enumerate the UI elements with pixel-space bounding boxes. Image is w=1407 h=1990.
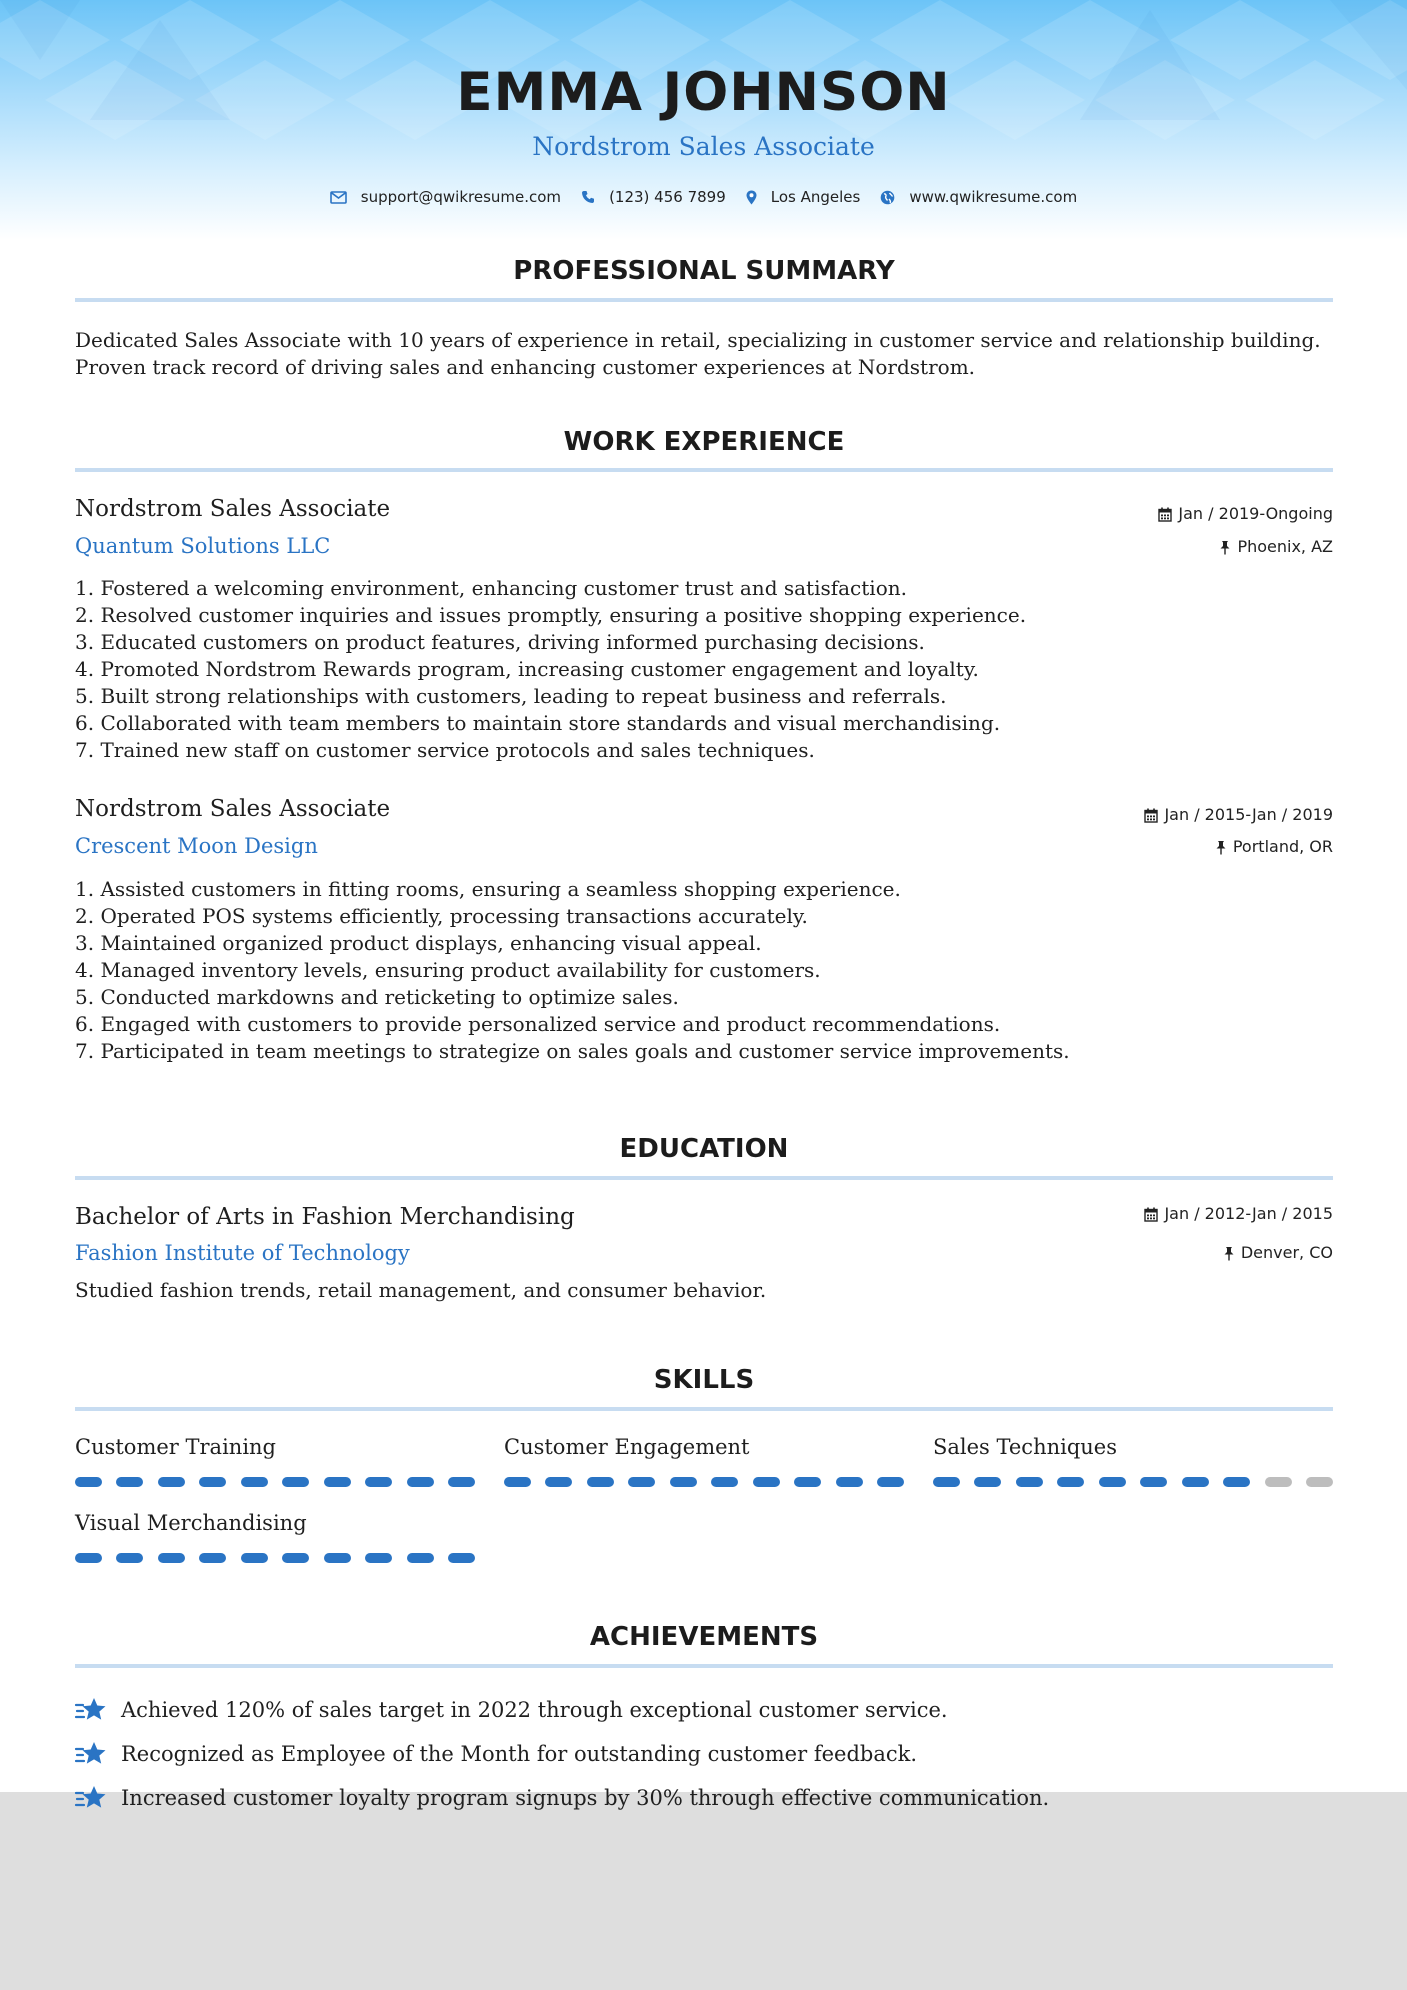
skill-dash-filled	[1057, 1477, 1084, 1487]
contact-phone-text: (123) 456 7899	[609, 188, 726, 206]
skill-rating-bar	[75, 1553, 475, 1563]
job-1-responsibilities	[75, 575, 1026, 764]
skill-sales-techniques	[933, 1437, 1333, 1458]
skill-dash-filled	[587, 1477, 614, 1487]
pushpin-icon	[1219, 540, 1231, 555]
skill-dash-filled	[1140, 1477, 1167, 1487]
skill-dash-filled	[407, 1477, 434, 1487]
summary-heading: PROFESSIONAL SUMMARY	[513, 256, 895, 286]
skill-dash-filled	[1223, 1477, 1250, 1487]
list-item: 3. Maintained organized product displays, enhancing visual appeal.	[75, 931, 762, 955]
job-1-dates-text: Jan / 2019-Ongoing	[1178, 504, 1333, 523]
star-icon	[75, 1697, 107, 1723]
list-item: 2. Operated POS systems efficiently, processing transactions accurately.	[75, 904, 808, 928]
skill-customer-engagement	[504, 1437, 904, 1458]
job-1-dates	[1158, 506, 1333, 522]
contact-website[interactable]	[880, 188, 1077, 206]
list-item: 1. Fostered a welcoming environment, enhancing customer trust and satisfaction.	[75, 576, 907, 600]
education-location	[1223, 1245, 1333, 1261]
globe-icon	[880, 190, 895, 205]
skill-dash-filled	[365, 1553, 392, 1563]
phone-icon	[581, 190, 595, 204]
contact-website-text: www.qwikresume.com	[909, 188, 1078, 206]
skill-dash-filled	[282, 1553, 309, 1563]
list-item: 7. Trained new staff on customer service protocols and sales techniques.	[75, 738, 815, 762]
job-2-dates	[1144, 807, 1333, 823]
job-2-dates-text: Jan / 2015-Jan / 2019	[1164, 805, 1333, 824]
skill-dash-filled	[324, 1477, 351, 1487]
list-item: 1. Assisted customers in fitting rooms, ensuring a seamless shopping experience.	[75, 877, 901, 901]
map-marker-icon	[746, 190, 757, 205]
skill-dash-filled	[628, 1477, 655, 1487]
list-item: 4. Managed inventory levels, ensuring product availability for customers.	[75, 958, 821, 982]
job-2-location-text: Portland, OR	[1232, 837, 1333, 856]
job-2-responsibilities	[75, 876, 1070, 1065]
skill-name: Sales Techniques	[933, 1435, 1118, 1459]
achievement-text: Increased customer loyalty program signups by 30% through effective communication.	[121, 1785, 1050, 1810]
calendar-icon	[1144, 1207, 1158, 1222]
candidate-name: EMMA JOHNSON	[456, 62, 951, 123]
contact-bar	[0, 188, 1407, 206]
skill-dash-filled	[116, 1477, 143, 1487]
skill-dash-filled	[241, 1477, 268, 1487]
candidate-title: Nordstrom Sales Associate	[532, 132, 875, 161]
pushpin-icon	[1215, 840, 1227, 855]
pushpin-icon	[1223, 1246, 1235, 1261]
calendar-icon	[1158, 507, 1172, 522]
education-heading: EDUCATION	[619, 1134, 789, 1164]
skill-customer-training	[75, 1437, 475, 1458]
skill-dash-filled	[448, 1553, 475, 1563]
skill-dash-filled	[199, 1553, 226, 1563]
job-1-location	[1219, 539, 1333, 555]
list-item: 7. Participated in team meetings to strategize on sales goals and customer service improvements.	[75, 1039, 1070, 1063]
contact-location	[746, 188, 861, 206]
experience-heading: WORK EXPERIENCE	[563, 427, 845, 457]
skill-dash-filled	[448, 1477, 475, 1487]
skill-dash-filled	[974, 1477, 1001, 1487]
list-item: 5. Conducted markdowns and reticketing to optimize sales.	[75, 985, 679, 1009]
list-item: 3. Educated customers on product features, driving informed purchasing decisions.	[75, 630, 925, 654]
skill-dash-filled	[504, 1477, 531, 1487]
experience-divider	[75, 468, 1333, 472]
skill-name: Customer Training	[75, 1435, 276, 1459]
summary-text: Dedicated Sales Associate with 10 years of experience in retail, specializing in customer service and relationship building. Proven track record of driving sales and enhancing customer experiences at Nordstrom.	[75, 328, 1321, 379]
achievement-text: Recognized as Employee of the Month for outstanding customer feedback.	[121, 1741, 918, 1766]
contact-location-text: Los Angeles	[770, 188, 861, 206]
contact-email[interactable]	[330, 188, 561, 206]
skill-dash-filled	[1099, 1477, 1126, 1487]
envelope-icon	[330, 191, 347, 204]
list-item: 5. Built strong relationships with customers, leading to repeat business and referrals.	[75, 684, 947, 708]
achievements-divider	[75, 1664, 1333, 1668]
education-dates	[1144, 1206, 1333, 1222]
skill-dash-filled	[836, 1477, 863, 1487]
skill-dash-filled	[545, 1477, 572, 1487]
achievement-text: Achieved 120% of sales target in 2022 through exceptional customer service.	[121, 1697, 948, 1722]
skill-rating-bar	[75, 1477, 475, 1487]
skill-rating-bar	[933, 1477, 1333, 1487]
education-school: Fashion Institute of Technology	[75, 1241, 410, 1265]
achievement-item	[75, 1785, 1049, 1811]
skill-dash-filled	[116, 1553, 143, 1563]
skill-dash-filled	[282, 1477, 309, 1487]
education-divider	[75, 1176, 1333, 1180]
list-item: 6. Collaborated with team members to maintain store standards and visual merchandising.	[75, 711, 1001, 735]
skill-rating-bar	[504, 1477, 904, 1487]
skill-dash-filled	[711, 1477, 738, 1487]
skill-dash-filled	[933, 1477, 960, 1487]
job-1-location-text: Phoenix, AZ	[1237, 537, 1333, 556]
job-2-location	[1215, 839, 1333, 855]
list-item: 4. Promoted Nordstrom Rewards program, increasing customer engagement and loyalty.	[75, 657, 979, 681]
list-item: 2. Resolved customer inquiries and issues promptly, ensuring a positive shopping experience.	[75, 603, 1027, 627]
skills-heading: SKILLS	[653, 1365, 755, 1395]
achievement-item	[75, 1741, 917, 1767]
skill-dash-filled	[877, 1477, 904, 1487]
list-item: 6. Engaged with customers to provide personalized service and product recommendations.	[75, 1012, 1001, 1036]
skill-dash-filled	[158, 1477, 185, 1487]
star-icon	[75, 1785, 107, 1811]
education-location-text: Denver, CO	[1240, 1243, 1333, 1262]
skill-dash-empty	[1306, 1477, 1333, 1487]
contact-email-text: support@qwikresume.com	[360, 188, 562, 206]
contact-phone[interactable]	[581, 188, 726, 206]
skill-dash-filled	[407, 1553, 434, 1563]
skill-dash-filled	[670, 1477, 697, 1487]
job-1-company: Quantum Solutions LLC	[75, 534, 331, 558]
calendar-icon	[1144, 808, 1158, 823]
skill-dash-filled	[158, 1553, 185, 1563]
skill-name: Visual Merchandising	[75, 1511, 307, 1535]
education-degree: Bachelor of Arts in Fashion Merchandising	[75, 1204, 575, 1230]
skill-dash-filled	[753, 1477, 780, 1487]
skill-dash-filled	[365, 1477, 392, 1487]
skill-dash-filled	[199, 1477, 226, 1487]
skill-dash-filled	[324, 1553, 351, 1563]
skill-name: Customer Engagement	[504, 1435, 750, 1459]
achievement-item	[75, 1697, 948, 1723]
achievements-heading: ACHIEVEMENTS	[589, 1622, 819, 1652]
skill-dash-filled	[75, 1477, 102, 1487]
job-1-title: Nordstrom Sales Associate	[75, 496, 391, 522]
summary-divider	[75, 298, 1333, 302]
education-description: Studied fashion trends, retail management, and consumer behavior.	[75, 1278, 767, 1302]
skill-dash-filled	[794, 1477, 821, 1487]
job-2-title: Nordstrom Sales Associate	[75, 796, 391, 822]
skill-dash-filled	[75, 1553, 102, 1563]
star-icon	[75, 1741, 107, 1767]
skill-dash-filled	[1016, 1477, 1043, 1487]
skill-dash-filled	[241, 1553, 268, 1563]
skills-divider	[75, 1407, 1333, 1411]
job-2-company: Crescent Moon Design	[75, 834, 318, 858]
skill-visual-merchandising	[75, 1513, 475, 1534]
education-dates-text: Jan / 2012-Jan / 2015	[1164, 1204, 1333, 1223]
skill-dash-filled	[1182, 1477, 1209, 1487]
skill-dash-empty	[1265, 1477, 1292, 1487]
